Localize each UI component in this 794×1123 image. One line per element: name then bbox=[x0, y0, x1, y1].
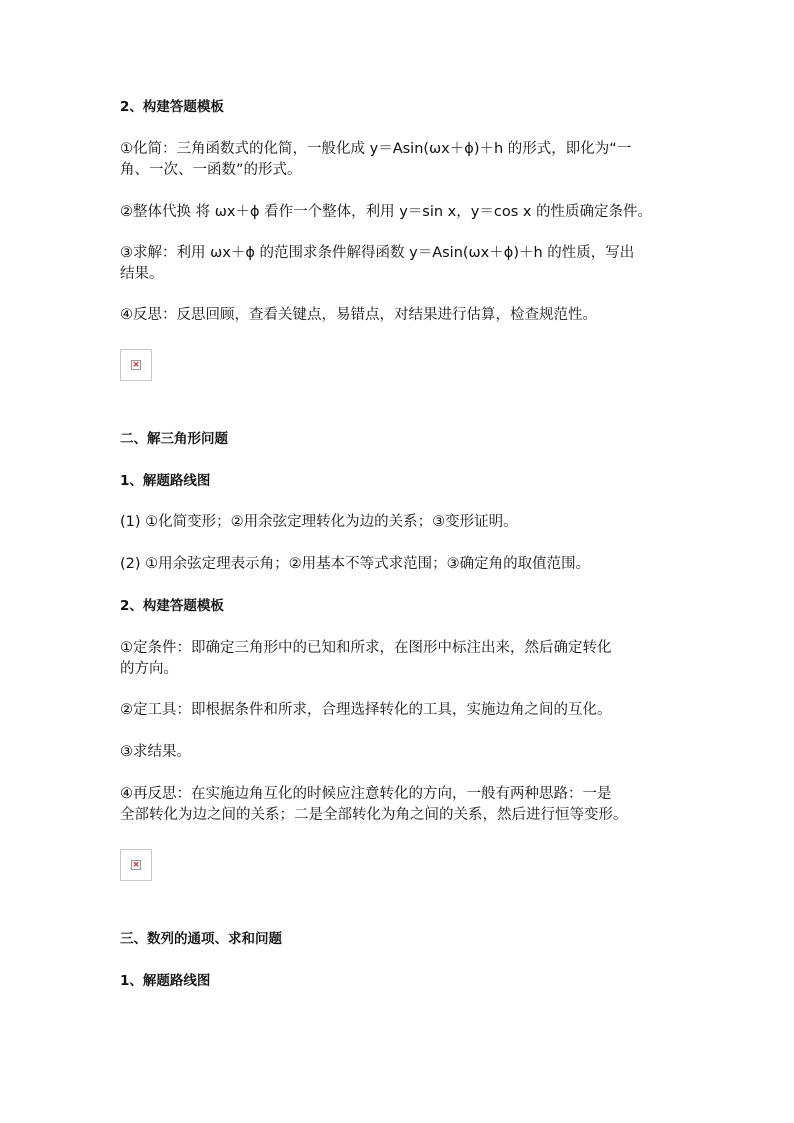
section-heading-answer-template: 2、构建答题模板 bbox=[120, 99, 224, 115]
part2-step3: ③求结果。 bbox=[120, 744, 191, 760]
part2-route-heading: 1、解题路线图 bbox=[120, 473, 211, 489]
step1-simplify-line2: 角、一次、一函数”的形式。 bbox=[120, 162, 302, 178]
part3-heading-sequences: 三、数列的通项、求和问题 bbox=[120, 931, 282, 947]
step3-solve-line1: ③求解：利用 ωx＋ϕ 的范围求条件解得函数 y＝Asin(ωx＋ϕ)＋h 的性质，写出 bbox=[120, 245, 635, 261]
broken-image-placeholder bbox=[120, 849, 152, 881]
part2-step1-line1: ①定条件：即确定三角形中的已知和所求，在图形中标注出来，然后确定转化 bbox=[120, 640, 612, 656]
part2-route-item-2: (2) ①用余弦定理表示角；②用基本不等式求范围；③确定角的取值范围。 bbox=[120, 556, 591, 572]
step1-simplify-line1: ①化简：三角函数式的化简，一般化成 y＝Asin(ωx＋ϕ)＋h 的形式，即化为“一 bbox=[120, 141, 632, 157]
part2-template-heading: 2、构建答题模板 bbox=[120, 598, 224, 614]
part2-step1-line2: 的方向。 bbox=[120, 661, 178, 677]
part2-heading-triangle: 二、解三角形问题 bbox=[120, 431, 228, 447]
step2-substitution: ②整体代换 将 ωx＋ϕ 看作一个整体，利用 y＝sin x，y＝cos x 的性质确定条件。 bbox=[120, 204, 653, 220]
step4-reflect: ④反思：反思回顾，查看关键点，易错点，对结果进行估算，检查规范性。 bbox=[120, 307, 597, 323]
broken-image-icon: × bbox=[132, 360, 140, 370]
step3-solve-line2: 结果。 bbox=[120, 266, 164, 282]
part2-step4-line2: 全部转化为边之间的关系；二是全部转化为角之间的关系，然后进行恒等变形。 bbox=[120, 807, 628, 823]
broken-image-icon: × bbox=[132, 860, 140, 870]
broken-image-placeholder bbox=[120, 349, 152, 381]
part2-step4-line1: ④再反思：在实施边角互化的时候应注意转化的方向，一般有两种思路：一是 bbox=[120, 786, 612, 802]
part2-route-item-1: (1) ①化简变形；②用余弦定理转化为边的关系；③变形证明。 bbox=[120, 514, 518, 530]
part3-route-heading: 1、解题路线图 bbox=[120, 973, 211, 989]
part2-step2: ②定工具：即根据条件和所求，合理选择转化的工具，实施边角之间的互化。 bbox=[120, 702, 612, 718]
